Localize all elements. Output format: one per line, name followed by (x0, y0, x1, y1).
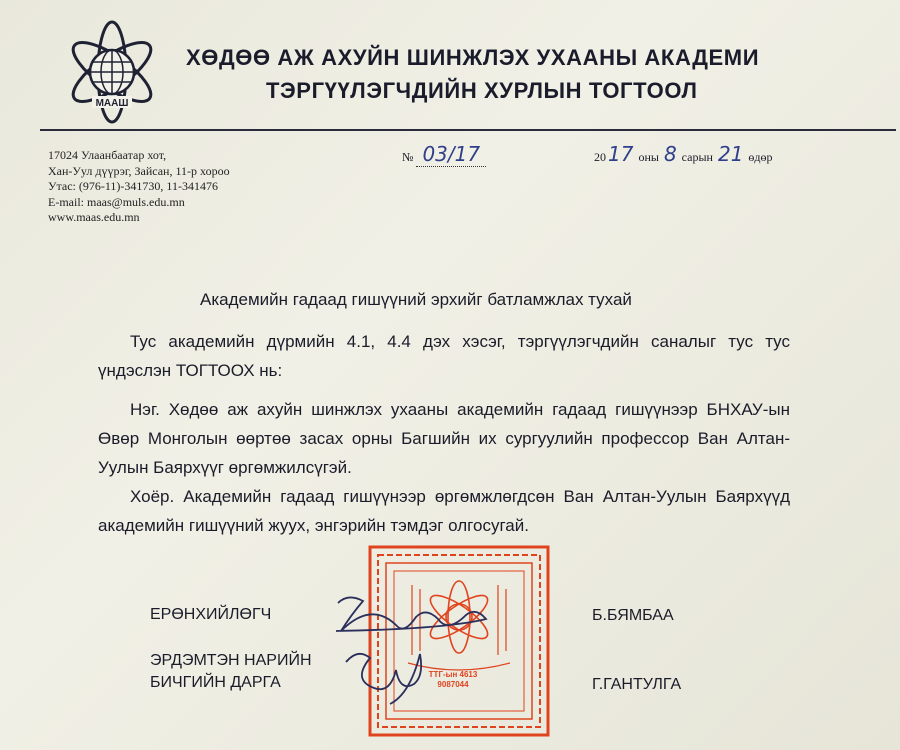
date-day: 21 (717, 142, 744, 166)
signatory-title-secretary (150, 650, 312, 694)
header-divider (40, 129, 896, 131)
decree-item-1: Нэг. Хөдөө аж ахуйн шинжлэх ухааны академийн гадаад гишүүнээр БНХАУ-ын Өвөр Монголын өөртөө засах орны Багшийн их сургуулийн профессор Ван Алтан-Уулын Баярхүүг өргөмжилсүгэй. (98, 400, 790, 477)
signatory-name-president: Б.БЯМБАА (592, 607, 674, 624)
document-date (594, 142, 773, 166)
number-prefix: № (402, 150, 414, 164)
seal-line-2: 9087044 (437, 680, 469, 689)
contact-block (48, 148, 230, 226)
website-line: www.maas.edu.mn (48, 210, 140, 224)
academy-logo-icon (62, 16, 162, 128)
email-line: E-mail: maas@muls.edu.mn (48, 194, 185, 209)
academy-title: ХӨДӨӨ АЖ АХУЙН ШИНЖЛЭХ УХААНЫ АКАДЕМИ (186, 45, 760, 70)
date-month-suffix: сарын (678, 150, 713, 164)
decree-subject: Академийн гадаад гишүүний эрхийг батламжлах тухай (200, 290, 632, 309)
document-number (402, 142, 486, 166)
number-value: 03/17 (416, 142, 486, 167)
date-year: 17 (608, 142, 634, 166)
address-line: Хан-Уул дүүрэг, Зайсан, 11-р хороо (48, 163, 230, 178)
signatory-name-secretary: Г.ГАНТУЛГА (592, 676, 682, 693)
date-century: 20 (594, 150, 606, 164)
date-year-suffix: оны (635, 150, 659, 164)
secretary-title-line-1: ЭРДЭМТЭН НАРИЙН (150, 652, 312, 669)
secretary-title-line-2: БИЧГИЙН ДАРГА (150, 674, 281, 691)
signature-president-icon (318, 585, 528, 645)
signature-secretary-icon (328, 640, 438, 710)
document-type-title: ТЭРГҮҮЛЭГЧДИЙН ХУРЛЫН ТОГТООЛ (266, 78, 698, 103)
date-day-suffix: өдөр (745, 150, 773, 164)
signatory-title-president: ЕРӨНХИЙЛӨГЧ (150, 606, 272, 623)
address-line: 17024 Улаанбаатар хот, (48, 148, 167, 162)
seal-line-1: ТТГ-ын 4613 (428, 670, 478, 679)
date-month: 8 (663, 142, 677, 166)
decree-intro: Тус академийн дүрмийн 4.1, 4.4 дэх хэсэг, тэргүүлэгчдийн саналыг тус тус үндэслэн ТОГТООХ нь: (98, 332, 790, 380)
decree-item-2: Хоёр. Академийн гадаад гишүүнээр өргөмжлөгдсөн Ван Алтан-Уулын Баярхүүд академийн гишүүний жуух, энгэрийн тэмдэг олгосугай. (98, 487, 790, 535)
logo-text: МААШ (95, 98, 129, 109)
phone-line: Утас: (976-11)-341730, 11-341476 (48, 179, 218, 193)
